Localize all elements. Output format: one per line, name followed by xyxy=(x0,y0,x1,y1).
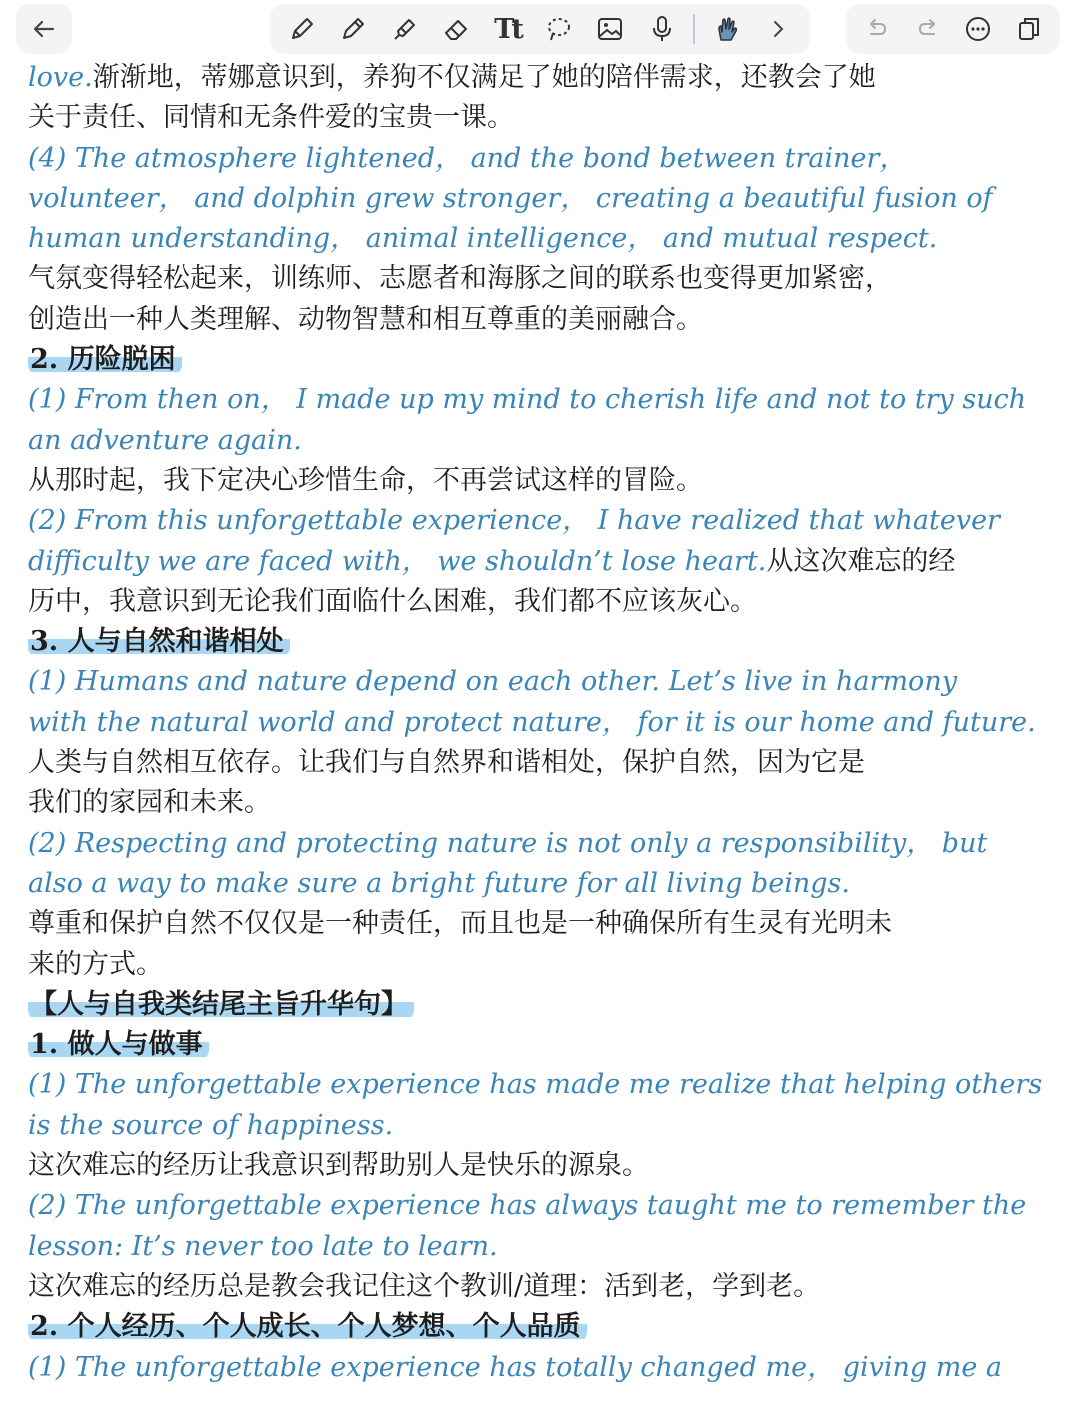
english-text: (2) The unforgettable experience has always taught me to remember the xyxy=(28,1190,1027,1222)
toolbar xyxy=(0,0,1080,62)
arrow-left-icon xyxy=(29,14,59,44)
note-line xyxy=(28,1267,1058,1307)
edit-actions xyxy=(846,4,1060,54)
pen-icon xyxy=(287,14,317,44)
note-line xyxy=(28,300,1058,340)
chinese-text: 这次难忘的经历让我意识到帮助别人是快乐的源泉。 xyxy=(28,1150,649,1182)
back-button-container xyxy=(16,4,72,54)
hand-draw-tool[interactable] xyxy=(707,9,747,49)
english-text: love. xyxy=(28,62,93,93)
english-text: (1) The unforgettable experience has totally changed me， giving me a xyxy=(28,1351,1003,1383)
pen-tool[interactable] xyxy=(282,9,322,49)
image-icon xyxy=(595,14,625,44)
note-line xyxy=(28,582,1058,622)
text-icon: Tt xyxy=(494,13,521,45)
heading-text: 【人与自我类结尾主旨升华句】 xyxy=(28,989,414,1020)
microphone-icon xyxy=(647,14,677,44)
note-line xyxy=(28,1146,1058,1186)
chinese-text: 创造出一种人类理解、动物智慧和相互尊重的美丽融合。 xyxy=(28,303,703,335)
chinese-text: 气氛变得轻松起来，训练师、志愿者和海豚之间的联系也变得更加紧密， xyxy=(28,263,892,295)
english-text: (2) Respecting and protecting nature is not only a responsibility， but xyxy=(28,827,988,859)
note-line xyxy=(28,1348,1058,1388)
heading-text: 1. 做人与做事 xyxy=(28,1029,209,1060)
section-heading xyxy=(28,622,1058,662)
eraser-tool[interactable] xyxy=(436,9,476,49)
chinese-text: 从这次难忘的经 xyxy=(766,545,956,577)
note-line xyxy=(28,1106,1058,1146)
undo-icon xyxy=(862,14,892,44)
english-text: (4) The atmosphere lightened， and the bond between trainer， xyxy=(28,142,907,174)
note-line xyxy=(28,864,1058,904)
note-line xyxy=(28,58,1058,98)
heading-text: 2. 个人经历、个人成长、个人梦想、个人品质 xyxy=(28,1311,587,1342)
section-heading xyxy=(28,1025,1058,1065)
heading-text: 3. 人与自然和谐相处 xyxy=(28,626,290,657)
toolbar-divider xyxy=(693,14,695,44)
lasso-icon xyxy=(544,14,574,44)
chinese-text: 来的方式。 xyxy=(28,948,163,980)
more-tools-button[interactable] xyxy=(758,9,798,49)
microphone-tool[interactable] xyxy=(642,9,682,49)
section-heading xyxy=(28,340,1058,380)
english-text: lesson: It’s never too late to learn. xyxy=(28,1230,498,1262)
note-line xyxy=(28,139,1058,179)
image-tool[interactable] xyxy=(590,9,630,49)
text-tool[interactable] xyxy=(488,9,528,49)
note-line xyxy=(28,945,1058,985)
english-text: human understanding， animal intelligence， and mutual respect. xyxy=(28,223,938,255)
heading-text: 2. 历险脱困 xyxy=(28,344,182,375)
note-line xyxy=(28,904,1058,944)
back-button[interactable] xyxy=(24,9,64,49)
note-line xyxy=(28,219,1058,259)
note-line xyxy=(28,501,1058,541)
pencil-icon xyxy=(338,14,368,44)
english-text: (1) The unforgettable experience has made me realize that helping others xyxy=(28,1069,1043,1101)
english-text: with the natural world and protect nature， for it is our home and future. xyxy=(28,706,1036,738)
note-content[interactable] xyxy=(28,58,1058,1388)
note-line xyxy=(28,1227,1058,1267)
note-line xyxy=(28,421,1058,461)
chinese-text: 尊重和保护自然不仅仅是一种责任，而且也是一种确保所有生灵有光明未 xyxy=(28,908,892,940)
redo-button[interactable] xyxy=(908,9,948,49)
highlighter-icon xyxy=(390,14,420,44)
chinese-text: 我们的家园和未来。 xyxy=(28,787,271,819)
pages-icon xyxy=(1014,14,1044,44)
note-line xyxy=(28,542,1058,582)
note-line xyxy=(28,1065,1058,1105)
english-text: (1) From then on， I made up my mind to cherish life and not to try such xyxy=(28,384,1027,416)
chinese-text: 这次难忘的经历总是教会我记住这个教训/道理：活到老，学到老。 xyxy=(28,1270,821,1302)
chinese-text: 历中，我意识到无论我们面临什么困难，我们都不应该灰心。 xyxy=(28,585,757,617)
note-line xyxy=(28,783,1058,823)
note-line xyxy=(28,98,1058,138)
chinese-text: 人类与自然相互依存。让我们与自然界和谐相处，保护自然，因为它是 xyxy=(28,747,865,779)
chevron-right-icon xyxy=(763,14,793,44)
note-line xyxy=(28,259,1058,299)
drawing-tools xyxy=(270,4,810,54)
chinese-text: 渐渐地，蒂娜意识到，养狗不仅满足了她的陪伴需求，还教会了她 xyxy=(92,62,876,93)
eraser-icon xyxy=(441,14,471,44)
more-button[interactable] xyxy=(958,9,998,49)
section-heading xyxy=(28,1307,1058,1347)
english-text: volunteer， and dolphin grew stronger， creating a beautiful fusion of xyxy=(28,182,993,214)
english-text: also a way to make sure a bright future for all living beings. xyxy=(28,867,850,899)
section-heading xyxy=(28,985,1058,1025)
english-text: an adventure again. xyxy=(28,424,302,456)
more-icon xyxy=(963,14,993,44)
english-text: (1) Humans and nature depend on each other. Let’s live in harmony xyxy=(28,666,957,698)
note-line xyxy=(28,662,1058,702)
pages-button[interactable] xyxy=(1009,9,1049,49)
chinese-text: 从那时起，我下定决心珍惜生命，不再尝试这样的冒险。 xyxy=(28,464,703,496)
note-line xyxy=(28,703,1058,743)
note-line xyxy=(28,179,1058,219)
redo-icon xyxy=(913,14,943,44)
note-line xyxy=(28,1186,1058,1226)
note-line xyxy=(28,743,1058,783)
english-text: difficulty we are faced with， we shouldn’t lose heart. xyxy=(28,545,767,577)
highlighter-tool[interactable] xyxy=(385,9,425,49)
note-line xyxy=(28,461,1058,501)
note-line xyxy=(28,380,1058,420)
lasso-tool[interactable] xyxy=(539,9,579,49)
hand-draw-icon xyxy=(712,14,742,44)
chinese-text: 关于责任、同情和无条件爱的宝贵一课。 xyxy=(28,102,514,134)
english-text: is the source of happiness. xyxy=(28,1109,394,1141)
undo-button[interactable] xyxy=(857,9,897,49)
note-line xyxy=(28,824,1058,864)
pencil-tool[interactable] xyxy=(333,9,373,49)
english-text: (2) From this unforgettable experience， I have realized that whatever xyxy=(28,505,1000,537)
